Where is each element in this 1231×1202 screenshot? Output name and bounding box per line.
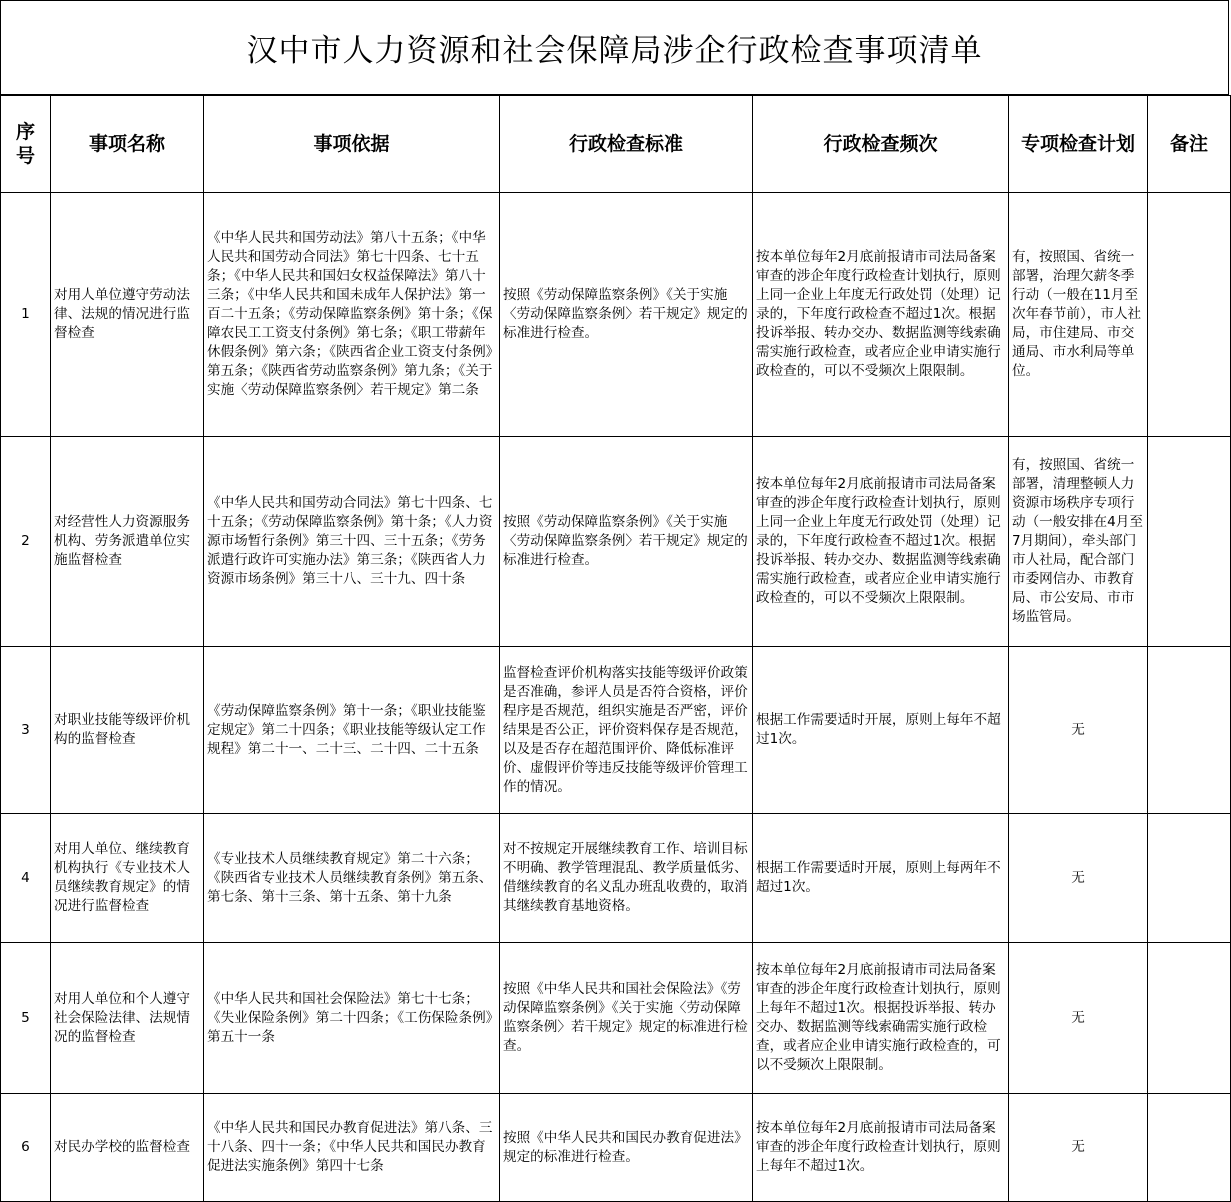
cell-frequency: 按本单位每年2月底前报请市司法局备案审查的涉企年度行政检查计划执行，原则上同一企业上年度无行政处罚（处理）记录的，下年度行政检查不超过1次。根据投诉举报、转办交办、数据监测等线索确需实施行政检查，或者应企业申请实施行政检查的，可以不受频次上限限制。 xyxy=(753,193,1009,437)
cell-plan: 无 xyxy=(1009,943,1148,1094)
table-row xyxy=(1,943,1231,1094)
cell-plan: 无 xyxy=(1009,1094,1148,1202)
cell-basis: 《劳动保障监察条例》第十一条；《职业技能鉴定规定》第二十四条；《职业技能等级认定工作规程》第二十一、二十三、二十四、二十五条 xyxy=(204,647,500,814)
cell-frequency: 按本单位每年2月底前报请市司法局备案审查的涉企年度行政检查计划执行，原则上每年不超过1次。根据投诉举报、转办交办、数据监测等线索确需实施行政检查，或者应企业申请实施行政检查的，可以不受频次上限限制。 xyxy=(753,943,1009,1094)
cell-basis: 《中华人民共和国劳动合同法》第七十四条、七十五条；《劳动保障监察条例》第十条；《人力资源市场暂行条例》第三十四、三十五条；《劳务派遣行政许可实施办法》第三条；《陕西省人力资源市场条例》第三十八、三十九、四十条 xyxy=(204,437,500,647)
table-row xyxy=(1,647,1231,814)
cell-name: 对用人单位遵守劳动法律、法规的情况进行监督检查 xyxy=(51,193,204,437)
table-row xyxy=(1,1094,1231,1202)
table-row xyxy=(1,814,1231,943)
cell-seq: 3 xyxy=(1,647,51,814)
cell-basis: 《中华人民共和国劳动法》第八十五条；《中华人民共和国劳动合同法》第七十四条、七十五条；《中华人民共和国妇女权益保障法》第八十三条；《中华人民共和国未成年人保护法》第一百二十五条；《劳动保障监察条例》第十条；《保障农民工工资支付条例》第七条；《职工带薪年休假条例》第六条；《陕西省企业工资支付条例》第五条；《陕西省劳动监察条例》第九条；《关于实施〈劳动保障监察条例〉若干规定》第二条 xyxy=(204,193,500,437)
cell-basis: 《专业技术人员继续教育规定》第二十六条；《陕西省专业技术人员继续教育条例》第五条、第七条、第十三条、第十五条、第十九条 xyxy=(204,814,500,943)
cell-plan: 有，按照国、省统一部署，清理整顿人力资源市场秩序专项行动（一般安排在4月至7月期间），牵头部门市人社局，配合部门市委网信办、市教育局、市公安局、市市场监管局。 xyxy=(1009,437,1148,647)
cell-frequency: 按本单位每年2月底前报请市司法局备案审查的涉企年度行政检查计划执行，原则上同一企业上年度无行政处罚（处理）记录的，下年度行政检查不超过1次。根据投诉举报、转办交办、数据监测等线索确需实施行政检查，或者应企业申请实施行政检查的，可以不受频次上限限制。 xyxy=(753,437,1009,647)
cell-remark xyxy=(1148,1094,1231,1202)
cell-name: 对职业技能等级评价机构的监督检查 xyxy=(51,647,204,814)
cell-standard: 按照《劳动保障监察条例》《关于实施〈劳动保障监察条例〉若干规定》规定的标准进行检查。 xyxy=(500,437,753,647)
header-basis: 事项依据 xyxy=(204,96,500,193)
header-remark: 备注 xyxy=(1148,96,1231,193)
cell-remark xyxy=(1148,814,1231,943)
cell-standard: 按照《中华人民共和国社会保险法》《劳动保障监察条例》《关于实施〈劳动保障监察条例〉若干规定》规定的标准进行检查。 xyxy=(500,943,753,1094)
table-row xyxy=(1,437,1231,647)
cell-seq: 5 xyxy=(1,943,51,1094)
cell-plan: 无 xyxy=(1009,814,1148,943)
header-standard: 行政检查标准 xyxy=(500,96,753,193)
cell-plan: 有，按照国、省统一部署，治理欠薪冬季行动（一般在11月至次年春节前），市人社局，市住建局、市交通局、市水利局等单位。 xyxy=(1009,193,1148,437)
cell-remark xyxy=(1148,437,1231,647)
cell-standard: 按照《中华人民共和国民办教育促进法》规定的标准进行检查。 xyxy=(500,1094,753,1202)
cell-name: 对用人单位和个人遵守社会保险法律、法规情况的监督检查 xyxy=(51,943,204,1094)
header-frequency: 行政检查频次 xyxy=(753,96,1009,193)
cell-seq: 1 xyxy=(1,193,51,437)
cell-basis: 《中华人民共和国社会保险法》第七十七条；《失业保险条例》第二十四条；《工伤保险条例》第五十一条 xyxy=(204,943,500,1094)
cell-plan: 无 xyxy=(1009,647,1148,814)
page-title: 汉中市人力资源和社会保障局涉企行政检查事项清单 xyxy=(0,0,1229,95)
inspection-table xyxy=(0,95,1231,1202)
cell-seq: 6 xyxy=(1,1094,51,1202)
cell-name: 对用人单位、继续教育机构执行《专业技术人员继续教育规定》的情况进行监督检查 xyxy=(51,814,204,943)
cell-name: 对经营性人力资源服务机构、劳务派遣单位实施监督检查 xyxy=(51,437,204,647)
cell-standard: 对不按规定开展继续教育工作、培训目标不明确、教学管理混乱、教学质量低劣、借继续教育的名义乱办班乱收费的，取消其继续教育基地资格。 xyxy=(500,814,753,943)
cell-frequency: 按本单位每年2月底前报请市司法局备案审查的涉企年度行政检查计划执行，原则上每年不超过1次。 xyxy=(753,1094,1009,1202)
header-seq: 序号 xyxy=(1,96,51,193)
cell-name: 对民办学校的监督检查 xyxy=(51,1094,204,1202)
cell-basis: 《中华人民共和国民办教育促进法》第八条、三十八条、四十一条；《中华人民共和国民办教育促进法实施条例》第四十七条 xyxy=(204,1094,500,1202)
cell-frequency: 根据工作需要适时开展，原则上每年不超过1次。 xyxy=(753,647,1009,814)
cell-seq: 2 xyxy=(1,437,51,647)
cell-standard: 按照《劳动保障监察条例》《关于实施〈劳动保障监察条例〉若干规定》规定的标准进行检查。 xyxy=(500,193,753,437)
cell-remark xyxy=(1148,193,1231,437)
table-row xyxy=(1,193,1231,437)
cell-remark xyxy=(1148,647,1231,814)
cell-standard: 监督检查评价机构落实技能等级评价政策是否准确，参评人员是否符合资格，评价程序是否规范，组织实施是否严密，评价结果是否公正，评价资料保存是否规范，以及是否存在超范围评价、降低标准评价、虚假评价等违反技能等级评价管理工作的情况。 xyxy=(500,647,753,814)
cell-frequency: 根据工作需要适时开展，原则上每两年不超过1次。 xyxy=(753,814,1009,943)
header-plan: 专项检查计划 xyxy=(1009,96,1148,193)
cell-remark xyxy=(1148,943,1231,1094)
table-header-row xyxy=(1,96,1231,193)
cell-seq: 4 xyxy=(1,814,51,943)
header-name: 事项名称 xyxy=(51,96,204,193)
